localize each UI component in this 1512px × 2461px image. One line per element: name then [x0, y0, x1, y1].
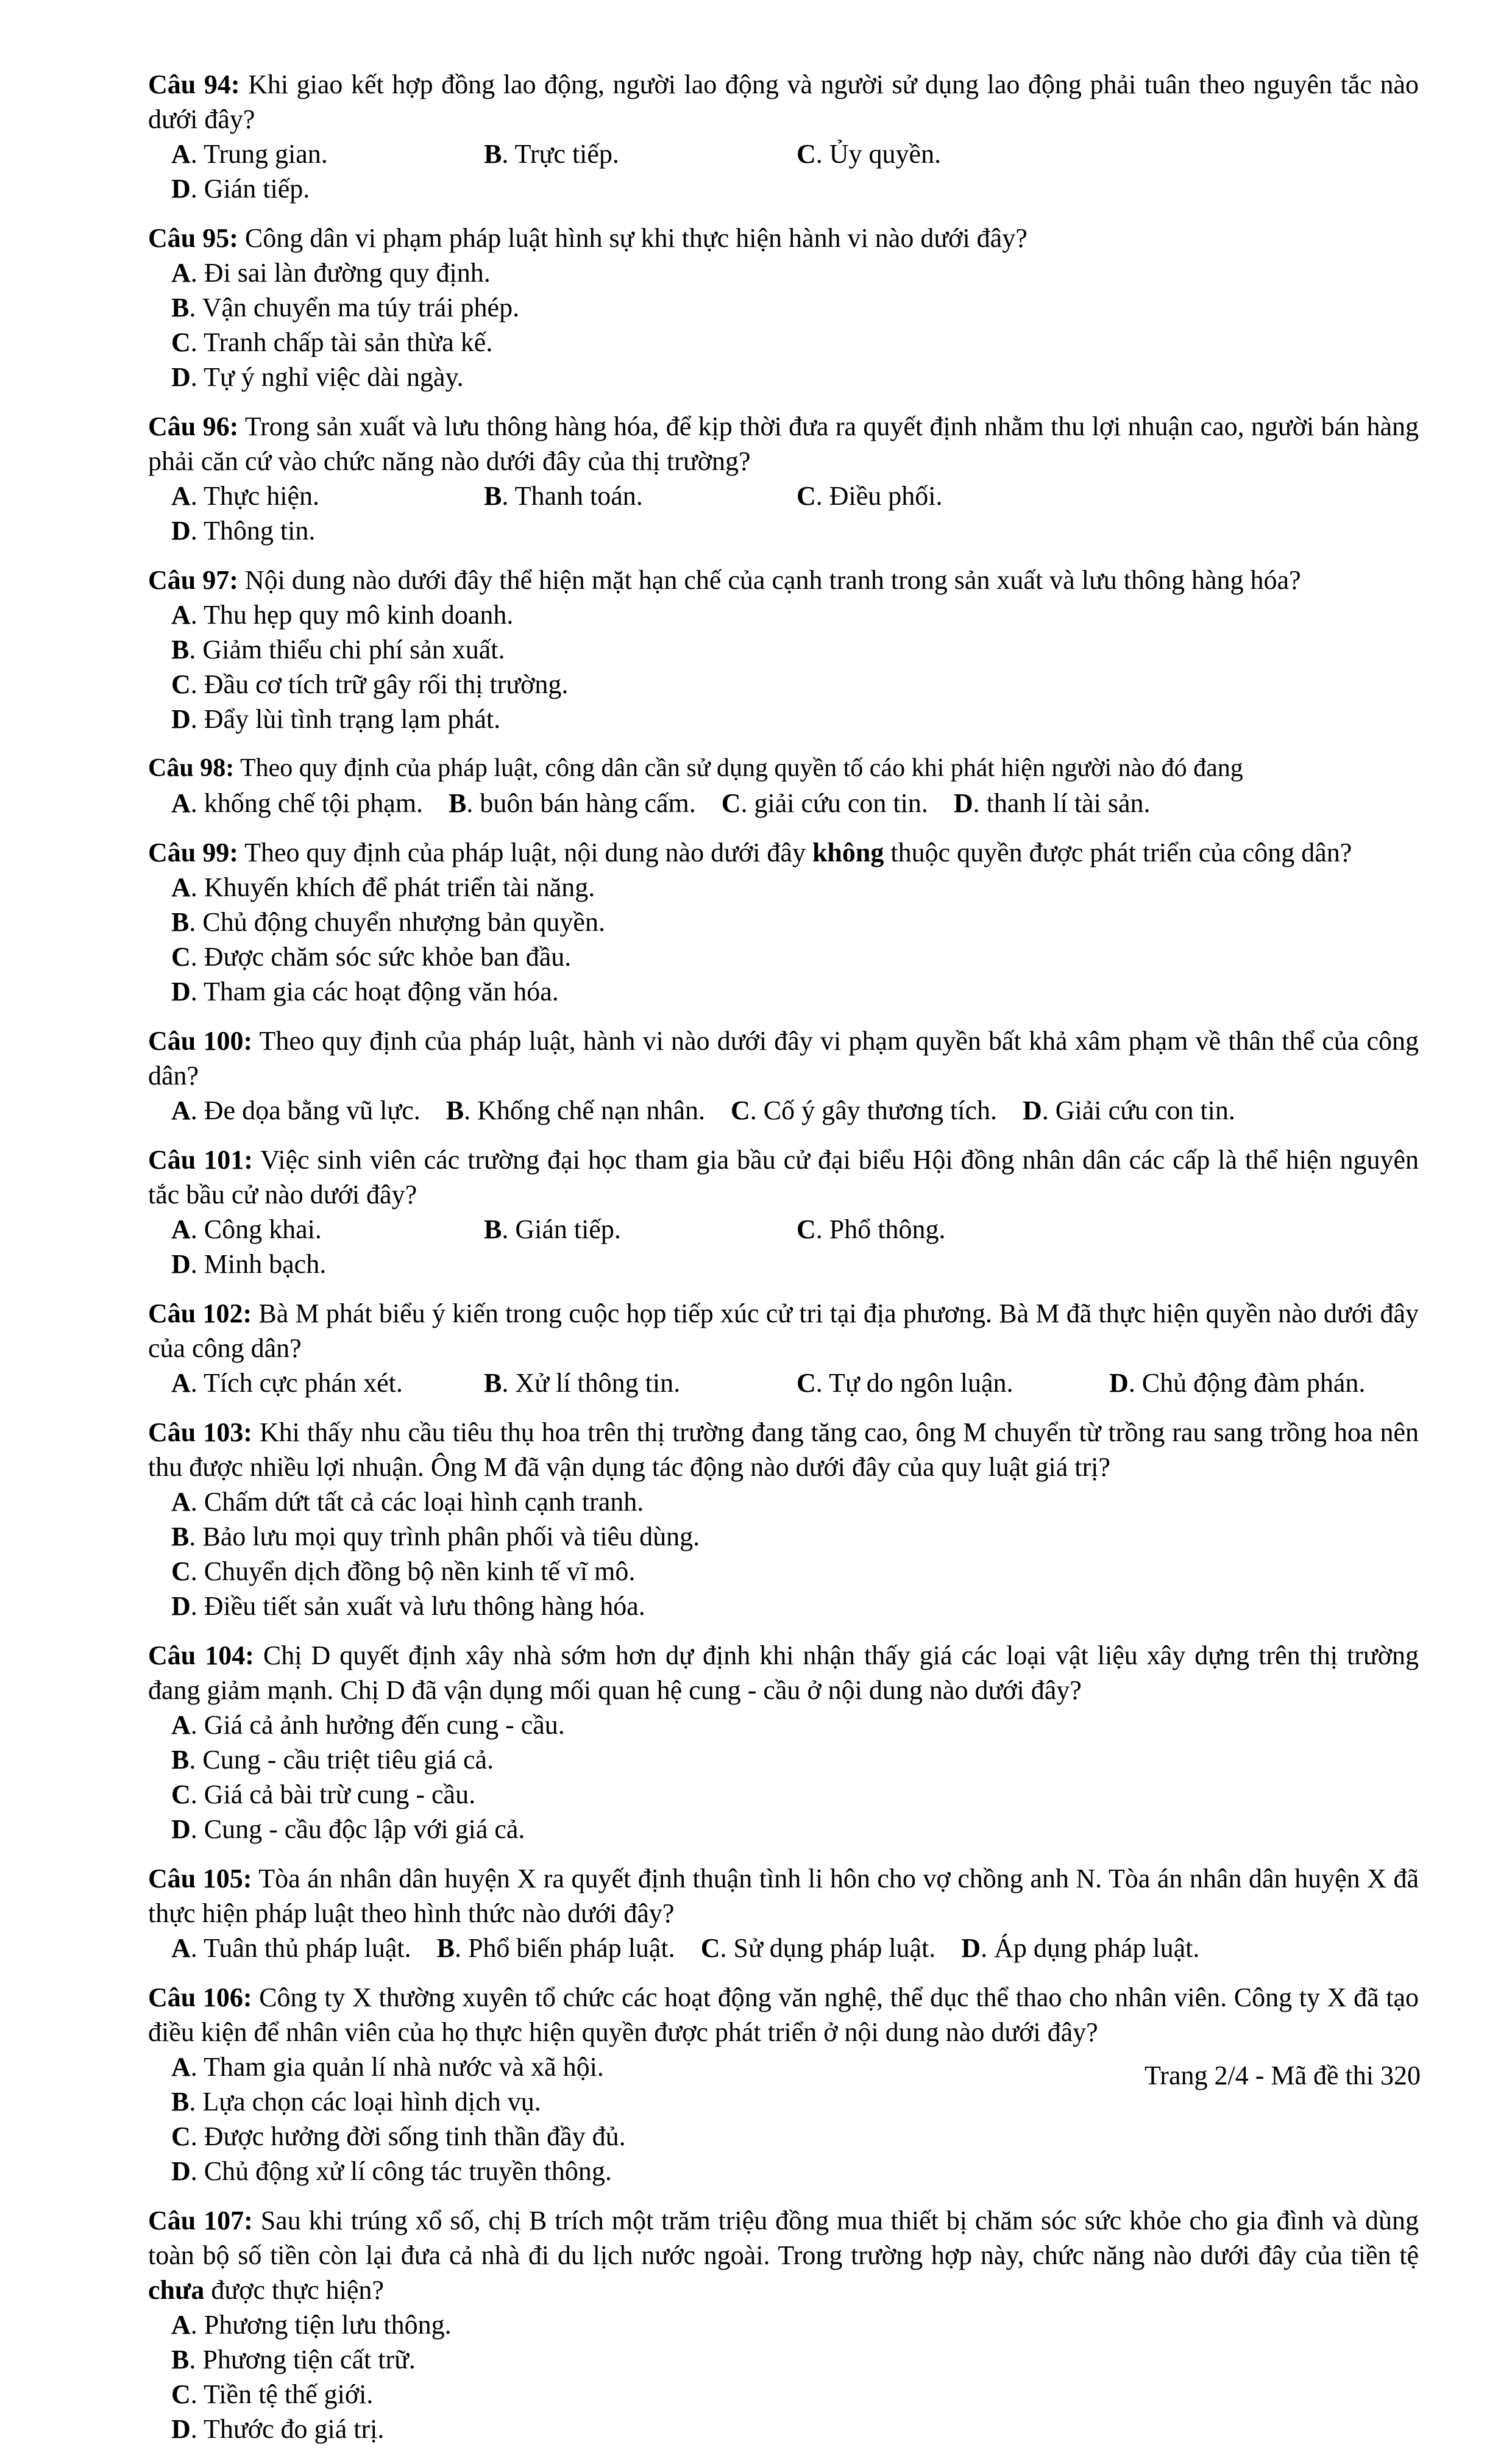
question-103 [148, 1415, 1419, 1623]
option-c[interactable]: C. Tiền tệ thế giới. [171, 2379, 374, 2409]
exam-page [148, 67, 1419, 2461]
options [148, 479, 1419, 548]
option-c[interactable]: C. Ủy quyền. [797, 139, 942, 169]
options [148, 1212, 1419, 1281]
option-c[interactable]: C. Được chăm sóc sức khỏe ban đầu. [171, 942, 572, 972]
question-96 [148, 409, 1419, 548]
option-b[interactable]: B. buôn bán hàng cấm. [449, 788, 696, 818]
option-c[interactable]: C. Phổ thông. [797, 1214, 946, 1244]
option-b[interactable]: B. Phổ biến pháp luật. [436, 1933, 675, 1963]
option-a[interactable]: A. Đe dọa bằng vũ lực. [171, 1095, 421, 1125]
option-b[interactable]: B. Phương tiện cất trữ. [171, 2345, 416, 2374]
question-text-end: thuộc quyền được phát triển của công dân? [884, 838, 1352, 867]
options [148, 2307, 1419, 2446]
option-b[interactable]: B. Bảo lưu mọi quy trình phân phối và tiêu dùng. [171, 1522, 700, 1551]
question-101 [148, 1142, 1419, 1281]
question-97 [148, 563, 1419, 736]
options [148, 1931, 1419, 1965]
option-d[interactable]: D. Thước đo giá trị. [171, 2414, 385, 2444]
option-c[interactable]: C. Sử dụng pháp luật. [700, 1933, 936, 1963]
question-99 [148, 835, 1419, 1009]
option-d[interactable]: D. Giải cứu con tin. [1023, 1095, 1235, 1125]
options [148, 1093, 1419, 1128]
option-d[interactable]: D. Đẩy lùi tình trạng lạm phát. [171, 704, 501, 734]
option-b[interactable]: B. Gián tiếp. [484, 1214, 621, 1244]
question-text: Công ty X thường xuyên tổ chức các hoạt động văn nghệ, thể dục thể thao cho nhân viên. Công ty X đã tạo điều kiện để nhân viên của họ thực hiện quyền được phát triển ở nội dung nào dưới đây? [148, 1982, 1419, 2047]
option-a[interactable]: A. Đi sai làn đường quy định. [171, 258, 491, 288]
option-c[interactable]: C. Tự do ngôn luận. [797, 1368, 1013, 1398]
question-stem [148, 1980, 1419, 2050]
question-stem [148, 1638, 1419, 1708]
option-b[interactable]: B. Xử lí thông tin. [484, 1368, 681, 1398]
question-104 [148, 1638, 1419, 1847]
option-a[interactable]: A. Tích cực phán xét. [171, 1368, 403, 1398]
question-95 [148, 221, 1419, 394]
option-a[interactable]: A. Tham gia quản lí nhà nước và xã hội. [171, 2052, 604, 2082]
option-d[interactable]: D. Cung - cầu độc lập với giá cả. [171, 1814, 525, 1844]
option-c[interactable]: C. Điều phối. [797, 481, 943, 511]
option-c[interactable]: C. giải cứu con tin. [721, 788, 928, 818]
page-footer: Trang 2/4 - Mã đề thi 320 [1144, 2060, 1421, 2090]
question-stem [148, 221, 1419, 255]
question-text: Chị D quyết định xây nhà sớm hơn dự định khi nhận thấy giá các loại vật liệu xây dựng trên thị trường đang giảm mạnh. Chị D đã vận dụng mối quan hệ cung - cầu ở nội dung nào dưới đây? [148, 1640, 1419, 1705]
question-text: Công dân vi phạm pháp luật hình sự khi thực hiện hành vi nào dưới đây? [244, 223, 1028, 253]
option-c[interactable]: C. Chuyển dịch đồng bộ nền kinh tế vĩ mô. [171, 1556, 636, 1586]
question-label: Câu 98: [148, 754, 235, 782]
question-label: Câu 106: [148, 1982, 252, 2012]
option-a[interactable]: A. Tuân thủ pháp luật. [171, 1933, 411, 1963]
question-label: Câu 94: [148, 69, 240, 99]
option-a[interactable]: A. khống chế tội phạm. [171, 788, 424, 818]
option-b[interactable]: B. Trực tiếp. [484, 139, 619, 169]
options [148, 786, 1419, 821]
option-a[interactable]: A. Chấm dứt tất cả các loại hình cạnh tranh. [171, 1487, 644, 1517]
question-107 [148, 2203, 1419, 2446]
question-text: Khi giao kết hợp đồng lao động, người lao động và người sử dụng lao động phải tuân theo nguyên tắc nào dưới đây? [148, 69, 1419, 134]
options [148, 1484, 1419, 1623]
option-b[interactable]: B. Giảm thiểu chi phí sản xuất. [171, 635, 505, 664]
question-label: Câu 103: [148, 1417, 252, 1447]
option-d[interactable]: D. Chủ động đàm phán. [1109, 1368, 1366, 1398]
options [148, 255, 1419, 394]
question-stem [148, 67, 1419, 137]
option-a[interactable]: A. Thực hiện. [171, 481, 320, 511]
option-d[interactable]: D. Chủ động xử lí công tác truyền thông. [171, 2156, 612, 2186]
option-d[interactable]: D. Gián tiếp. [171, 174, 310, 204]
question-stem [148, 1142, 1419, 1212]
question-105 [148, 1861, 1419, 1965]
question-text: Tòa án nhân dân huyện X ra quyết định thuận tình li hôn cho vợ chồng anh N. Tòa án nhân dân huyện X đã thực hiện pháp luật theo hình thức nào dưới đây? [148, 1864, 1419, 1928]
option-a[interactable]: A. Giá cả ảnh hưởng đến cung - cầu. [171, 1710, 565, 1740]
question-emphasis: không [812, 838, 884, 867]
option-a[interactable]: A. Khuyến khích để phát triển tài năng. [171, 872, 595, 902]
option-d[interactable]: D. Minh bạch. [171, 1249, 327, 1279]
question-label: Câu 102: [148, 1298, 252, 1328]
options [148, 597, 1419, 736]
option-d[interactable]: D. Tự ý nghỉ việc dài ngày. [171, 362, 464, 392]
option-c[interactable]: C. Tranh chấp tài sản thừa kế. [171, 327, 493, 357]
option-b[interactable]: B. Vận chuyển ma túy trái phép. [171, 293, 520, 322]
question-102 [148, 1296, 1419, 1400]
question-94 [148, 67, 1419, 206]
option-b[interactable]: B. Cung - cầu triệt tiêu giá cả. [171, 1745, 494, 1775]
question-stem [148, 1296, 1419, 1366]
question-label: Câu 104: [148, 1640, 254, 1670]
question-stem [148, 1024, 1419, 1093]
option-c[interactable]: C. Được hưởng đời sống tinh thần đầy đủ. [171, 2121, 626, 2151]
question-label: Câu 95: [148, 223, 238, 253]
question-label: Câu 97: [148, 565, 238, 595]
option-b[interactable]: B. Thanh toán. [484, 481, 643, 511]
option-a[interactable]: A. Công khai. [171, 1214, 322, 1244]
option-d[interactable]: D. thanh lí tài sản. [953, 788, 1151, 818]
question-label: Câu 101: [148, 1145, 253, 1175]
question-stem [148, 409, 1419, 479]
question-100 [148, 1024, 1419, 1128]
question-98 [148, 751, 1419, 821]
question-emphasis: chưa [148, 2275, 205, 2305]
options [148, 1366, 1419, 1400]
option-b[interactable]: B. Khống chế nạn nhân. [445, 1095, 706, 1125]
options [148, 870, 1419, 1009]
question-text: Theo quy định của pháp luật, hành vi nào dưới đây vi phạm quyền bất khả xâm phạm về thân thể của công dân? [148, 1026, 1419, 1091]
question-text: Theo quy định của pháp luật, công dân cần sử dụng quyền tố cáo khi phát hiện người nào đó đang [240, 754, 1243, 782]
question-stem [148, 1415, 1419, 1484]
question-stem [148, 1861, 1419, 1931]
option-b[interactable]: B. Chủ động chuyển nhượng bản quyền. [171, 907, 605, 937]
option-a[interactable]: A. Thu hẹp quy mô kinh doanh. [171, 600, 514, 630]
question-text: Việc sinh viên các trường đại học tham gia bầu cử đại biểu Hội đồng nhân dân các cấp là thể hiện nguyên tắc bầu cử nào dưới đây? [148, 1145, 1419, 1209]
option-d[interactable]: D. Thông tin. [171, 516, 316, 546]
question-stem [148, 835, 1419, 870]
options [148, 137, 1419, 206]
question-text-end: được thực hiện? [204, 2275, 384, 2305]
question-stem [148, 751, 1419, 786]
question-label: Câu 107: [148, 2206, 253, 2235]
question-text: Bà M phát biểu ý kiến trong cuộc họp tiếp xúc cử tri tại địa phương. Bà M đã thực hiện quyền nào dưới đây của công dân? [148, 1298, 1419, 1363]
question-label: Câu 100: [148, 1026, 253, 1056]
question-label: Câu 105: [148, 1864, 252, 1893]
question-text: Trong sản xuất và lưu thông hàng hóa, để kịp thời đưa ra quyết định nhằm thu lợi nhuận cao, người bán hàng phải căn cứ vào chức năng nào dưới đây của thị trường? [148, 411, 1419, 476]
option-b[interactable]: B. Lựa chọn các loại hình dịch vụ. [171, 2087, 541, 2117]
option-c[interactable]: C. Giá cả bài trừ cung - cầu. [171, 1779, 476, 1809]
option-a[interactable]: A. Trung gian. [171, 139, 328, 169]
question-text: Sau khi trúng xổ số, chị B trích một trăm triệu đồng mua thiết bị chăm sóc sức khỏe cho gia đình và dùng toàn bộ số tiền còn lại đưa cả nhà đi du lịch nước ngoài. Trong trường hợp này, chức năng nào dưới đây của tiền tệ [148, 2206, 1419, 2270]
option-c[interactable]: C. Cố ý gây thương tích. [731, 1095, 997, 1125]
options [148, 1708, 1419, 1847]
question-text: Nội dung nào dưới đây thể hiện mặt hạn chế của cạnh tranh trong sản xuất và lưu thông hàng hóa? [244, 565, 1301, 595]
question-stem [148, 563, 1419, 597]
option-c[interactable]: C. Đầu cơ tích trữ gây rối thị trường. [171, 669, 569, 699]
question-stem [148, 2203, 1419, 2307]
option-d[interactable]: D. Tham gia các hoạt động văn hóa. [171, 977, 559, 1006]
option-a[interactable]: A. Phương tiện lưu thông. [171, 2310, 452, 2340]
question-text: Theo quy định của pháp luật, nội dung nào dưới đây [244, 838, 812, 867]
question-label: Câu 99: [148, 838, 238, 867]
option-d[interactable]: D. Áp dụng pháp luật. [961, 1933, 1200, 1963]
question-label: Câu 96: [148, 411, 239, 441]
question-text: Khi thấy nhu cầu tiêu thụ hoa trên thị trường đang tăng cao, ông M chuyển từ trồng rau sang trồng hoa nên thu được nhiều lợi nhuận. Ông M đã vận dụng tác động nào dưới đây của quy luật giá trị? [148, 1417, 1419, 1482]
option-d[interactable]: D. Điều tiết sản xuất và lưu thông hàng hóa. [171, 1591, 645, 1621]
